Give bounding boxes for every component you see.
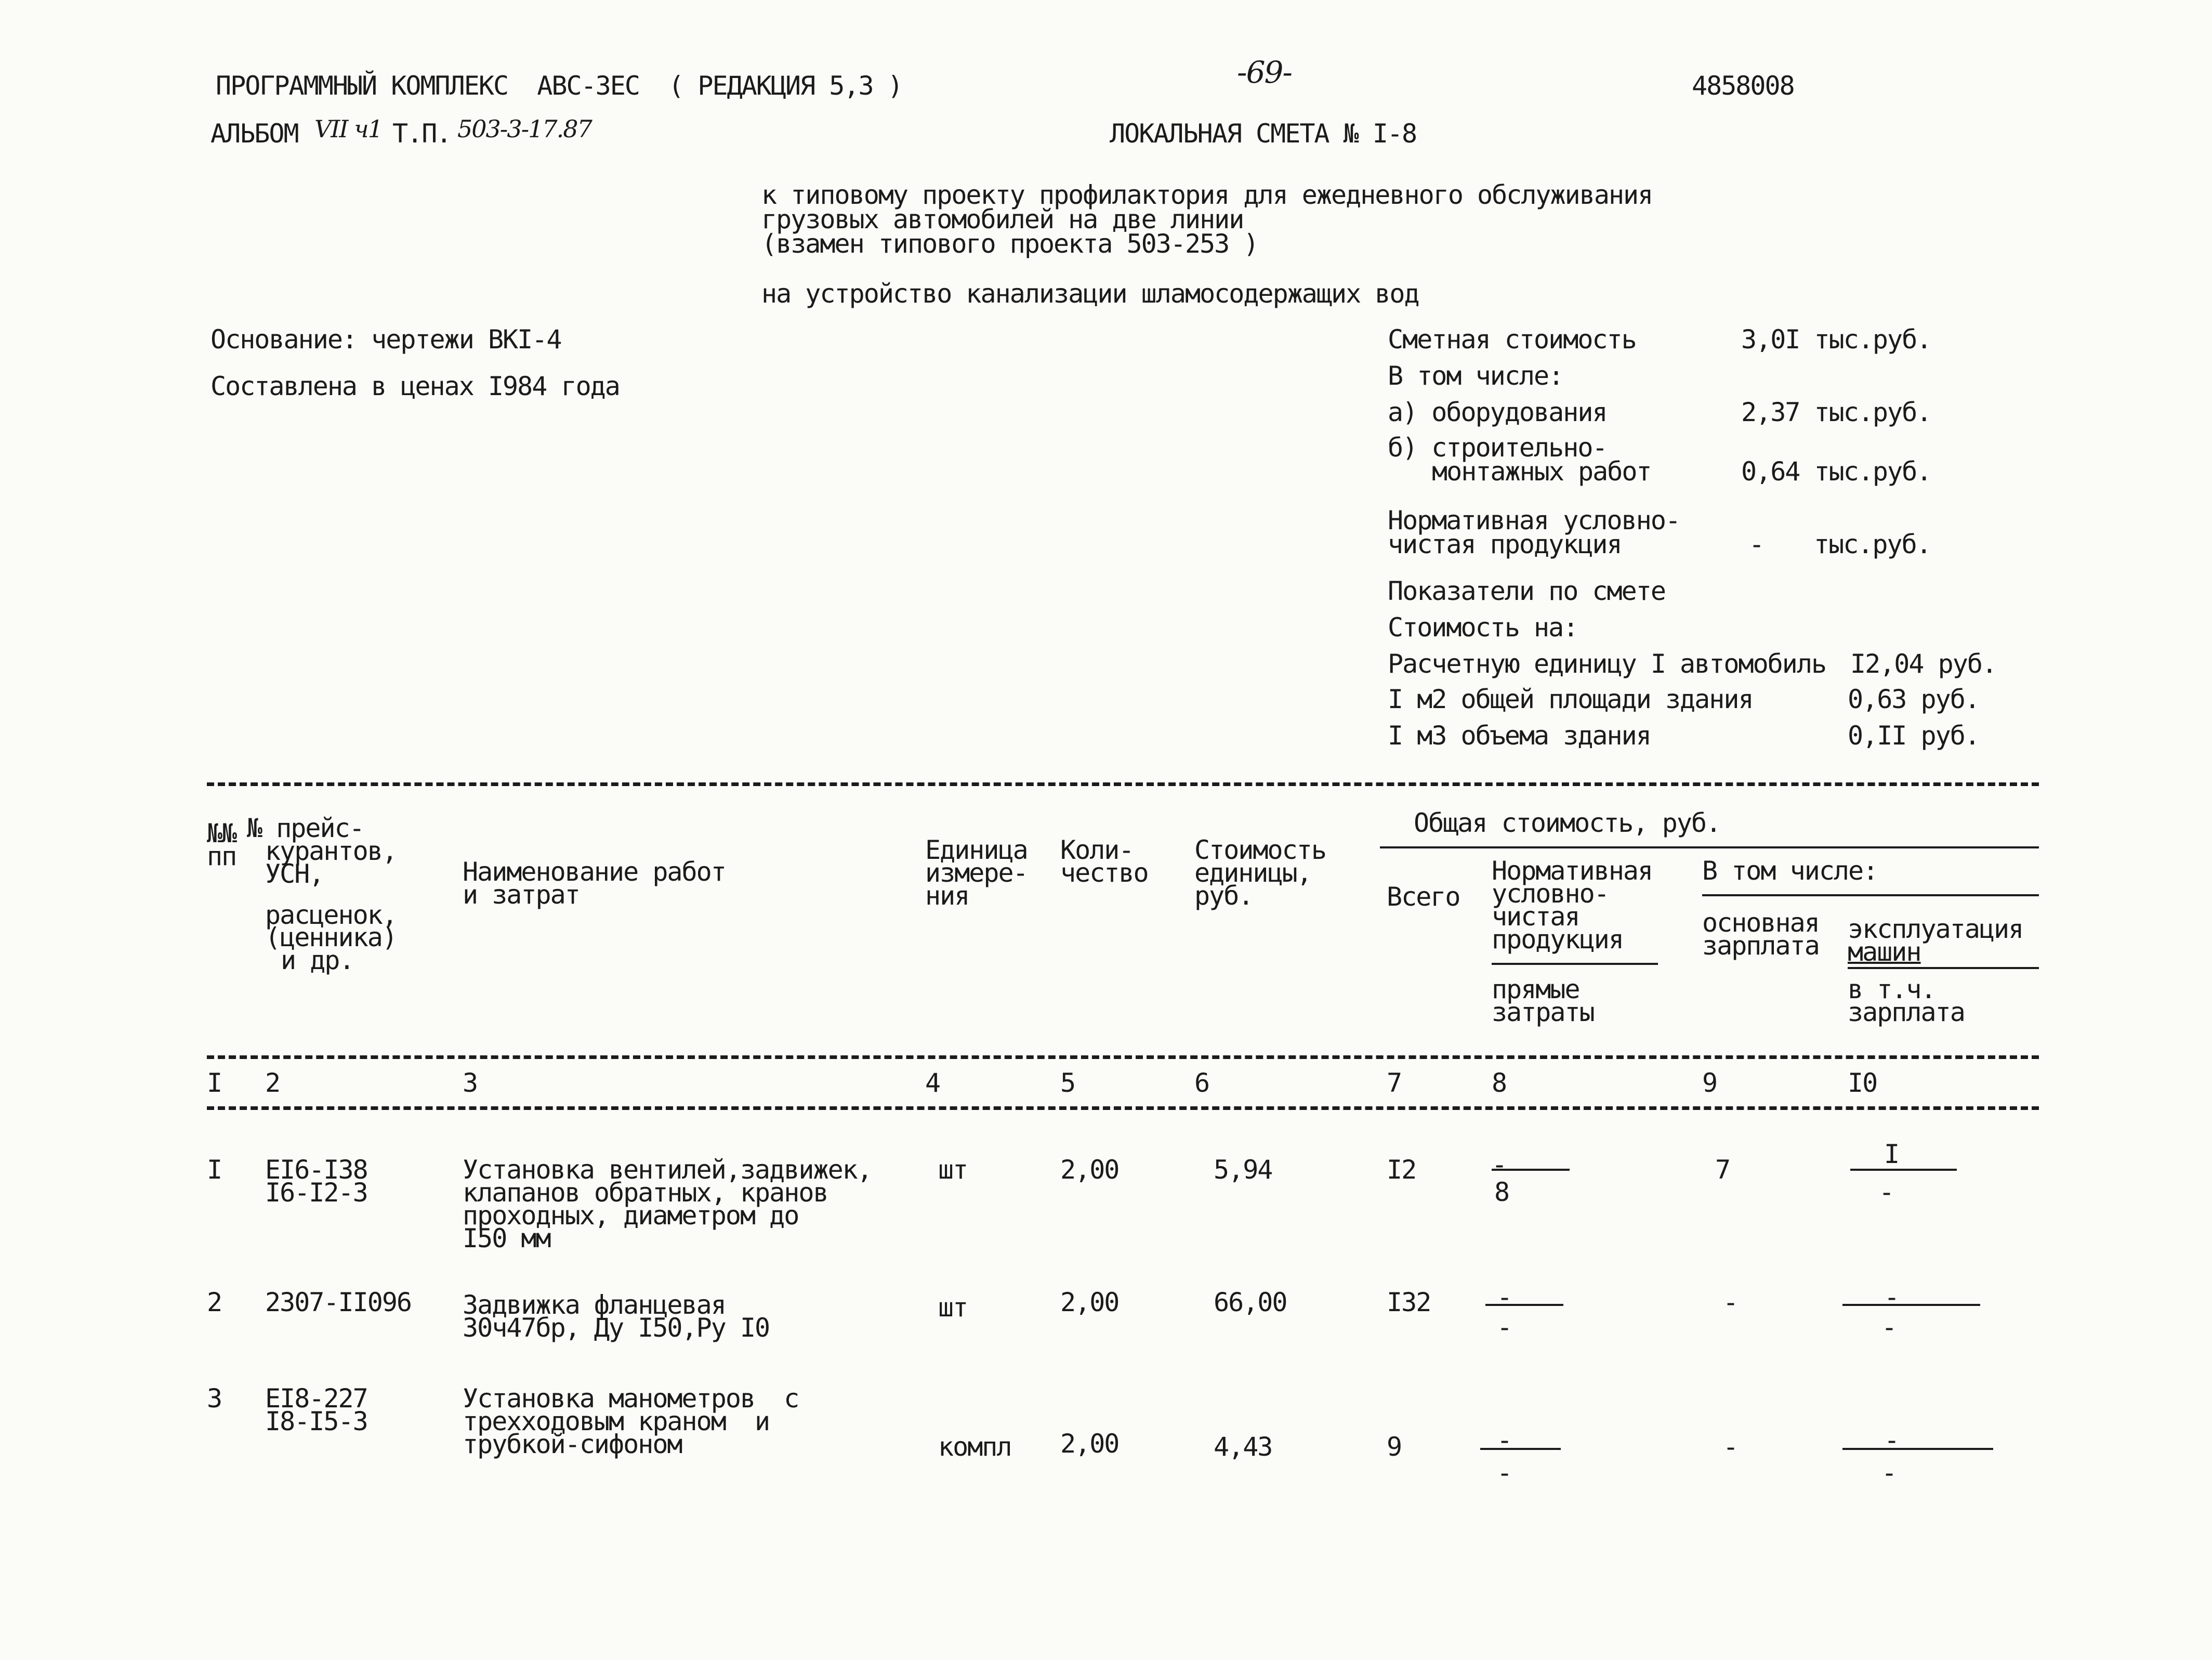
row-number: I xyxy=(207,1155,222,1185)
row-name: трехходовым краном и xyxy=(463,1406,770,1436)
header-machines-1: эксплуатация xyxy=(1848,914,2023,944)
header-qty-1: Коли- xyxy=(1060,835,1134,865)
project-line-2: грузовых автомобилей на две линии xyxy=(761,204,1244,234)
normative-label-1: Нормативная условно- xyxy=(1388,505,1680,535)
column-number-2: 2 xyxy=(265,1068,280,1098)
header-incl-salary-1: в т.ч. xyxy=(1848,974,1936,1004)
row-number: 3 xyxy=(207,1383,222,1414)
row-normative-fraction-line xyxy=(1485,1304,1563,1306)
row-quantity: 2,00 xyxy=(1060,1429,1119,1459)
row-unit-price: 4,43 xyxy=(1214,1432,1272,1462)
cost-on-label: Стоимость на: xyxy=(1388,612,1578,643)
row-unit-price: 5,94 xyxy=(1214,1155,1272,1185)
header-direct-2: затраты xyxy=(1492,997,1594,1027)
row-normative-top: - xyxy=(1492,1149,1507,1180)
header-salary-1: основная xyxy=(1702,908,1819,938)
row-name: проходных, диаметром до xyxy=(463,1200,799,1231)
column-number-8: 8 xyxy=(1492,1068,1507,1098)
column-number-7: 7 xyxy=(1387,1068,1402,1098)
row-total: I2 xyxy=(1387,1155,1416,1185)
row-name: Задвижка фланцевая xyxy=(463,1290,726,1320)
volume-cost-value: 0,II руб. xyxy=(1848,721,1979,751)
header-name-1: Наименование работ xyxy=(463,857,726,887)
including-label: В том числе: xyxy=(1388,361,1563,391)
row-machines-top: - xyxy=(1884,1425,1899,1455)
header-including-underline xyxy=(1702,894,2039,896)
row-name: 30ч47бр, Ду I50,Ру I0 xyxy=(463,1313,770,1343)
header-code-1: № прейс- xyxy=(247,813,364,843)
row-normative-bottom: 8 xyxy=(1494,1177,1509,1207)
header-normative-1: Нормативная xyxy=(1492,856,1653,886)
page-number: -69- xyxy=(1237,55,1292,90)
header-total-underline xyxy=(1380,846,2039,848)
header-normative-3: чистая xyxy=(1492,901,1579,932)
estimate-title: ЛОКАЛЬНАЯ СМЕТА № I-8 xyxy=(1110,119,1417,149)
program-name: ПРОГРАММНЫЙ КОМПЛЕКС АВС-ЗЕС ( РЕДАКЦИЯ 5,3 ) xyxy=(216,71,902,101)
row-unit: шт xyxy=(938,1292,968,1323)
project-line-4: на устройство канализации шламосодержащих вод xyxy=(761,279,1419,309)
header-price-1: Стоимость xyxy=(1194,835,1326,865)
row-name: трубкой-сифоном xyxy=(463,1429,682,1459)
header-unit-2: измере- xyxy=(925,858,1028,888)
header-unit-1: Единица xyxy=(925,835,1028,865)
row-code: 2307-II096 xyxy=(265,1287,412,1317)
header-rownum-2: пп xyxy=(207,841,236,871)
row-machines-bottom: - xyxy=(1881,1312,1897,1342)
row-salary: - xyxy=(1723,1432,1738,1462)
column-number-3: 3 xyxy=(463,1068,478,1098)
construction-label-1: б) строительно- xyxy=(1388,433,1607,463)
header-machines-underline xyxy=(1848,967,2039,969)
volume-cost-label: I м3 объема здания xyxy=(1388,721,1651,751)
header-total: Всего xyxy=(1387,882,1460,912)
row-salary: 7 xyxy=(1715,1155,1730,1185)
construction-value: 0,64 тыс.руб. xyxy=(1741,456,1931,487)
header-normative-4: продукция xyxy=(1492,924,1623,955)
column-number-6: 6 xyxy=(1194,1068,1209,1098)
header-code-4: расценок, xyxy=(265,900,397,930)
header-name-2: и затрат xyxy=(463,880,580,910)
normative-unit: тыс.руб. xyxy=(1814,529,1931,559)
row-machines-top: - xyxy=(1884,1282,1899,1312)
header-code-5: (ценника) xyxy=(265,922,397,952)
header-rownum-1: №№ xyxy=(207,818,236,848)
estimate-cost-label: Сметная стоимость xyxy=(1388,324,1636,355)
header-qty-2: чество xyxy=(1060,858,1148,888)
column-number-10: I0 xyxy=(1848,1068,1877,1098)
header-code-3: УСН, xyxy=(265,859,324,889)
row-number: 2 xyxy=(207,1287,222,1317)
row-total: 9 xyxy=(1387,1432,1402,1462)
header-unit-3: ния xyxy=(925,881,969,911)
column-number-5: 5 xyxy=(1060,1068,1075,1098)
basis-prices: Составлена в ценах I984 года xyxy=(210,371,620,401)
row-normative-bottom: - xyxy=(1497,1458,1512,1488)
header-code-6: и др. xyxy=(281,945,354,975)
row-normative-top: - xyxy=(1497,1425,1512,1455)
header-salary-2: зарплата xyxy=(1702,931,1819,961)
row-normative-top: - xyxy=(1497,1282,1512,1312)
project-line-1: к типовому проекту профилактория для ежедневного обслуживания xyxy=(761,180,1653,210)
row-normative-bottom: - xyxy=(1497,1312,1512,1342)
header-price-2: единицы, xyxy=(1194,858,1311,888)
row-salary: - xyxy=(1723,1287,1738,1317)
row-normative-fraction-line xyxy=(1492,1169,1570,1171)
unit-cost-label: Расчетную единицу I автомобиль xyxy=(1388,649,1826,679)
album-handwritten: VII ч1 xyxy=(314,115,383,143)
table-top-divider xyxy=(207,782,2039,786)
header-machines-2: машин xyxy=(1848,937,1921,967)
area-cost-label: I м2 общей площади здания xyxy=(1388,684,1753,714)
column-numbers-bottom-divider xyxy=(207,1106,2039,1110)
row-code: EI8-227 xyxy=(265,1383,367,1414)
header-normative-underline xyxy=(1492,963,1658,965)
row-code: EI6-I38 xyxy=(265,1155,367,1185)
area-cost-value: 0,63 руб. xyxy=(1848,684,1979,714)
row-machines-fraction-line xyxy=(1850,1169,1957,1171)
header-normative-2: условно- xyxy=(1492,879,1609,909)
basis-drawings: Основание: чертежи ВКI-4 xyxy=(210,324,561,355)
indicators-label: Показатели по смете xyxy=(1388,576,1665,606)
row-unit-price: 66,00 xyxy=(1214,1287,1287,1317)
construction-label-2: монтажных работ xyxy=(1432,456,1651,487)
tp-handwritten: 503-3-17.87 xyxy=(457,115,591,143)
row-code: I6-I2-3 xyxy=(265,1178,367,1208)
tp-label: Т.П. xyxy=(392,119,451,149)
row-quantity: 2,00 xyxy=(1060,1155,1119,1185)
column-number-1: I xyxy=(207,1068,222,1098)
header-direct-1: прямые xyxy=(1492,974,1579,1004)
equipment-label: а) оборудования xyxy=(1388,397,1607,427)
row-name: Установка манометров с xyxy=(463,1383,799,1414)
row-name: клапанов обратных, кранов xyxy=(463,1178,828,1208)
row-name: I50 мм xyxy=(463,1223,550,1253)
estimate-cost-value: 3,0I тыс.руб. xyxy=(1741,324,1931,355)
row-total: I32 xyxy=(1387,1287,1431,1317)
row-unit: шт xyxy=(938,1155,968,1185)
column-number-9: 9 xyxy=(1702,1068,1717,1098)
row-name: Установка вентилей,задвижек, xyxy=(463,1155,872,1185)
row-machines-bottom: - xyxy=(1879,1177,1894,1207)
column-number-4: 4 xyxy=(925,1068,940,1098)
row-code: I8-I5-3 xyxy=(265,1406,367,1436)
row-quantity: 2,00 xyxy=(1060,1287,1119,1317)
document-number: 4858008 xyxy=(1692,71,1794,101)
row-machines-bottom: - xyxy=(1881,1458,1897,1488)
header-total-group: Общая стоимость, руб. xyxy=(1414,808,1721,838)
equipment-value: 2,37 тыс.руб. xyxy=(1741,397,1931,427)
header-code-2: курантов, xyxy=(265,836,397,866)
normative-dash: - xyxy=(1749,529,1764,559)
row-normative-fraction-line xyxy=(1480,1448,1561,1450)
album-label: АЛЬБОМ xyxy=(210,119,298,149)
row-machines-fraction-line xyxy=(1842,1448,1993,1450)
normative-label-2: чистая продукция xyxy=(1388,529,1622,559)
header-price-3: руб. xyxy=(1194,881,1253,911)
header-including: В том числе: xyxy=(1702,856,1878,886)
header-incl-salary-2: зарплата xyxy=(1848,997,1965,1027)
column-numbers-top-divider xyxy=(207,1055,2039,1059)
row-machines-fraction-line xyxy=(1842,1304,1980,1306)
project-line-3: (взамен типового проекта 503-253 ) xyxy=(761,229,1258,259)
row-machines-top: I xyxy=(1884,1139,1899,1169)
row-unit: компл xyxy=(938,1432,1011,1462)
unit-cost-value: I2,04 руб. xyxy=(1850,649,1997,679)
